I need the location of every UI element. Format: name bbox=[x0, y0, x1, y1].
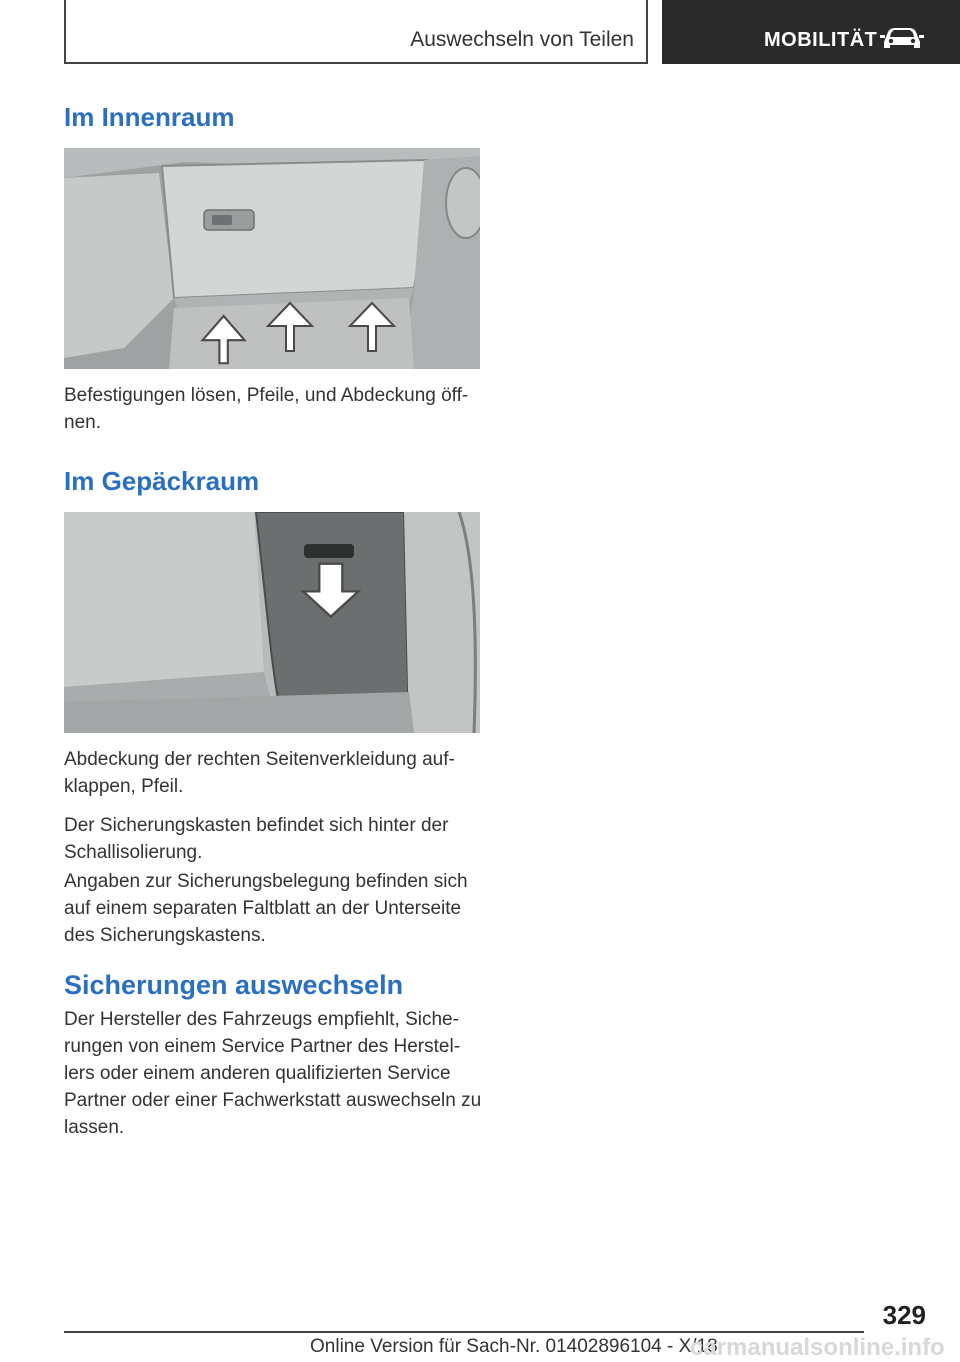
page-number: 329 bbox=[882, 1300, 926, 1330]
header-section-box bbox=[64, 0, 648, 64]
header-chapter-title: MOBILITÄT bbox=[764, 29, 878, 51]
footer-online-version: Online Version für Sach-Nr. 01402896104 - X/18 bbox=[310, 1336, 718, 1357]
header-chapter-box bbox=[662, 0, 960, 64]
trunk-illustration bbox=[64, 512, 480, 733]
caption-innenraum: Befestigungen lösen, Pfeile, und Abdeckung öffnen. bbox=[64, 385, 469, 433]
paragraph-sicherungskasten-ort: Der Sicherungskasten befindet sich hinter der Schallisolierung. bbox=[64, 815, 449, 863]
caption-gepaeckraum: Abdeckung der rechten Seitenverkleidung aufklappen, Pfeil. bbox=[64, 749, 455, 797]
car-icon bbox=[880, 24, 924, 52]
footer-divider bbox=[64, 1331, 864, 1333]
heading-im-innenraum: Im Innenraum bbox=[64, 102, 235, 132]
watermark: carmanualsonline.info bbox=[690, 1334, 945, 1361]
header-section-title: Auswechseln von Teilen bbox=[410, 28, 634, 51]
paragraph-sicherungsbelegung: Angaben zur Sicherungsbelegung befinden sich auf einem separaten Faltblatt an der Unterseite des Sicherungskastens. bbox=[64, 871, 468, 946]
heading-im-gepaeckraum: Im Gepäckraum bbox=[64, 466, 260, 496]
paragraph-sicherungen-auswechseln: Der Hersteller des Fahrzeugs empfiehlt, Sicherungen von einem Service Partner des Herstellers oder einem anderen qualifizierten Service Partner oder einer Fachwerkstatt auswechseln zu lassen. bbox=[64, 1009, 482, 1138]
heading-sicherungen-auswechseln: Sicherungen auswechseln bbox=[64, 970, 404, 1000]
glovebox-illustration bbox=[64, 148, 480, 369]
